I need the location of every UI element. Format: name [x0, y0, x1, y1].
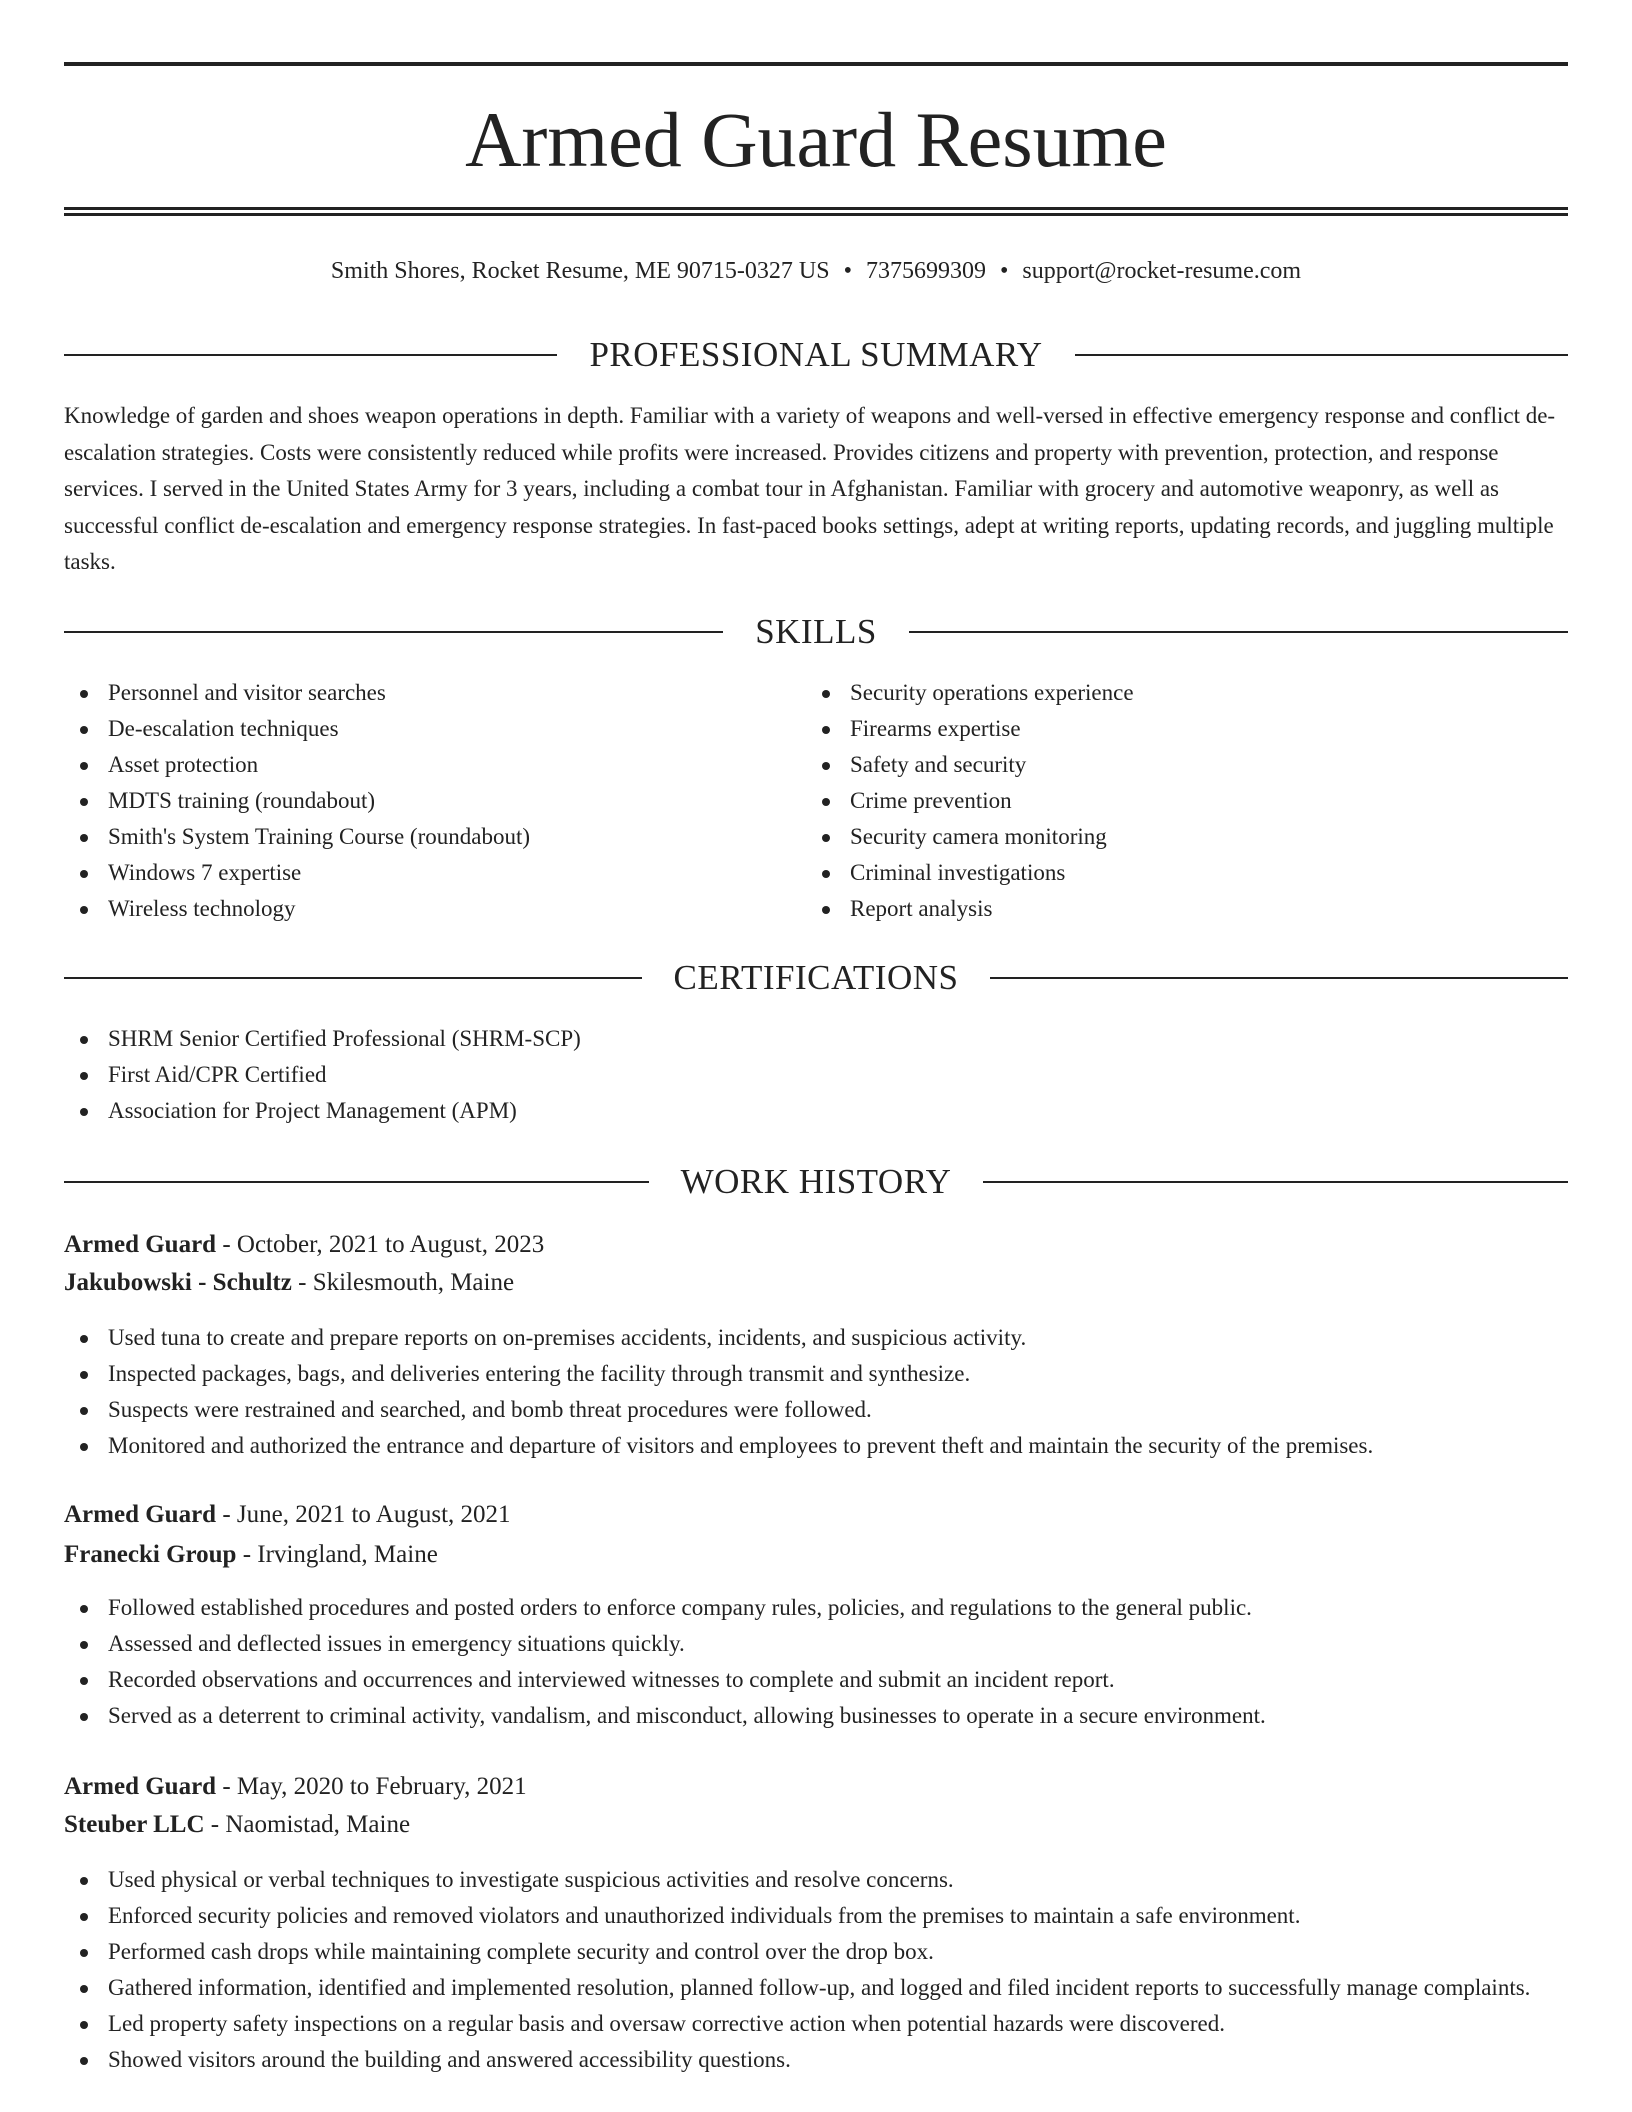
job-duty-item: Used tuna to create and prepare reports on on-premises accidents, incidents, and suspicious activity.	[64, 1320, 1568, 1356]
certification-item: First Aid/CPR Certified	[64, 1057, 1568, 1093]
job-company: Steuber LLC	[64, 1811, 205, 1838]
job-duties-list	[64, 1590, 1568, 1734]
skill-item: Report analysis	[806, 891, 1568, 927]
job-dash: -	[291, 1269, 313, 1296]
skill-item: Asset protection	[64, 747, 804, 783]
section-title-skills: SKILLS	[755, 612, 877, 651]
job-duty-item: Assessed and deflected issues in emergency situations quickly.	[64, 1626, 1568, 1662]
job-duty-item: Led property safety inspections on a regular basis and oversaw corrective action when potential hazards were discovered.	[64, 2006, 1568, 2042]
job-title-line	[64, 1768, 1568, 1806]
skill-item: Security operations experience	[806, 675, 1568, 711]
job-duty-item: Recorded observations and occurrences and interviewed witnesses to complete and submit an incident report.	[64, 1662, 1568, 1698]
certifications-list	[64, 1021, 1568, 1129]
job-duty-item: Monitored and authorized the entrance and departure of visitors and employees to prevent theft and maintain the security of the premises.	[64, 1428, 1568, 1464]
skill-item: MDTS training (roundabout)	[64, 783, 804, 819]
job-duties-list	[64, 1320, 1568, 1464]
job-dash: -	[216, 1231, 237, 1258]
contact-email[interactable]: support@rocket-resume.com	[1022, 258, 1302, 284]
job-duty-item: Gathered information, identified and implemented resolution, planned follow-up, and logged and filed incident reports to successfully manage complaints.	[64, 1970, 1568, 2006]
job-duty-item: Suspects were restrained and searched, and bomb threat procedures were followed.	[64, 1392, 1568, 1428]
certification-item: SHRM Senior Certified Professional (SHRM-SCP)	[64, 1021, 1568, 1057]
section-header-summary	[64, 333, 1568, 377]
job-dates: October, 2021 to August, 2023	[236, 1231, 545, 1258]
job-company: Franecki Group	[64, 1541, 237, 1568]
job-dash: -	[236, 1541, 258, 1568]
skill-item: Wireless technology	[64, 891, 804, 927]
job-dash: -	[216, 1773, 237, 1800]
job-duty-item: Showed visitors around the building and answered accessibility questions.	[64, 2042, 1568, 2078]
skill-item: Safety and security	[806, 747, 1568, 783]
divider-line	[1075, 354, 1568, 356]
job-dash: -	[204, 1811, 226, 1838]
job-dates: May, 2020 to February, 2021	[236, 1773, 527, 1800]
contact-line	[64, 254, 1568, 288]
job-duty-item: Used physical or verbal techniques to investigate suspicious activities and resolve concerns.	[64, 1862, 1568, 1898]
job-location: Irvingland, Maine	[257, 1541, 438, 1568]
top-rule	[64, 62, 1568, 66]
job-location: Skilesmouth, Maine	[312, 1269, 515, 1296]
divider-line	[64, 354, 557, 356]
job-title-line	[64, 1496, 1568, 1534]
section-title-certifications: CERTIFICATIONS	[673, 958, 959, 997]
skill-item: Smith's System Training Course (roundabout)	[64, 819, 804, 855]
job-duties-list	[64, 1862, 1568, 2078]
skills-list-left	[64, 675, 804, 927]
job-company-line	[64, 1536, 1568, 1574]
job-company: Jakubowski - Schultz	[64, 1269, 292, 1296]
double-rule	[64, 207, 1568, 216]
job-duty-item: Served as a deterrent to criminal activity, vandalism, and misconduct, allowing businesses to operate in a secure environment.	[64, 1698, 1568, 1734]
divider-line	[64, 977, 642, 979]
job-duty-item: Followed established procedures and posted orders to enforce company rules, policies, and regulations to the general public.	[64, 1590, 1568, 1626]
job-title-line	[64, 1226, 1568, 1264]
section-header-work-history	[64, 1160, 1568, 1204]
resume-title: Armed Guard Resume	[465, 96, 1167, 183]
contact-address: Smith Shores, Rocket Resume, ME 90715-0327 US	[330, 258, 830, 284]
section-title-work-history: WORK HISTORY	[680, 1162, 952, 1201]
job-title: Armed Guard	[64, 1231, 217, 1258]
contact-phone[interactable]: 7375699309	[865, 258, 986, 284]
divider-line	[909, 631, 1568, 633]
divider-line	[64, 631, 723, 633]
job-company-line	[64, 1264, 1568, 1302]
summary-text: Knowledge of garden and shoes weapon operations in depth. Familiar with a variety of weapons and well-versed in effective emergency response and conflict de-escalation strategies. Costs were consistently reduced while profits were increased. Provides citizens and property with prevention, protection, and response services. I served in the United States Army for 3 years, including a combat tour in Afghanistan. Familiar with grocery and automotive weaponry, as well as successful conflict de-escalation and emergency response strategies. In fast-paced books settings, adept at writing reports, updating records, and juggling multiple tasks.	[64, 403, 1556, 574]
skill-item: Windows 7 expertise	[64, 855, 804, 891]
job-dash: -	[216, 1501, 237, 1528]
contact-separator: •	[999, 258, 1009, 284]
contact-separator: •	[843, 258, 852, 284]
section-header-certifications	[64, 956, 1568, 1000]
job-duty-item: Enforced security policies and removed violators and unauthorized individuals from the premises to maintain a safe environment.	[64, 1898, 1568, 1934]
job-title: Armed Guard	[64, 1773, 217, 1800]
job-location: Naomistad, Maine	[225, 1811, 411, 1838]
skill-item: Personnel and visitor searches	[64, 675, 804, 711]
divider-line	[983, 1181, 1568, 1183]
section-title-summary: PROFESSIONAL SUMMARY	[589, 335, 1043, 374]
job-dates: June, 2021 to August, 2021	[236, 1501, 511, 1528]
job-company-line	[64, 1806, 1568, 1844]
skill-item: Crime prevention	[806, 783, 1568, 819]
skill-item: De-escalation techniques	[64, 711, 804, 747]
job-title: Armed Guard	[64, 1501, 217, 1528]
job-duty-item: Performed cash drops while maintaining complete security and control over the drop box.	[64, 1934, 1568, 1970]
section-header-skills	[64, 610, 1568, 654]
skills-list-right	[806, 675, 1568, 927]
skill-item: Criminal investigations	[806, 855, 1568, 891]
certification-item: Association for Project Management (APM)	[64, 1093, 1568, 1129]
skill-item: Security camera monitoring	[806, 819, 1568, 855]
divider-line	[990, 977, 1568, 979]
job-duty-item: Inspected packages, bags, and deliveries entering the facility through transmit and synthesize.	[64, 1356, 1568, 1392]
skill-item: Firearms expertise	[806, 711, 1568, 747]
divider-line	[64, 1181, 649, 1183]
